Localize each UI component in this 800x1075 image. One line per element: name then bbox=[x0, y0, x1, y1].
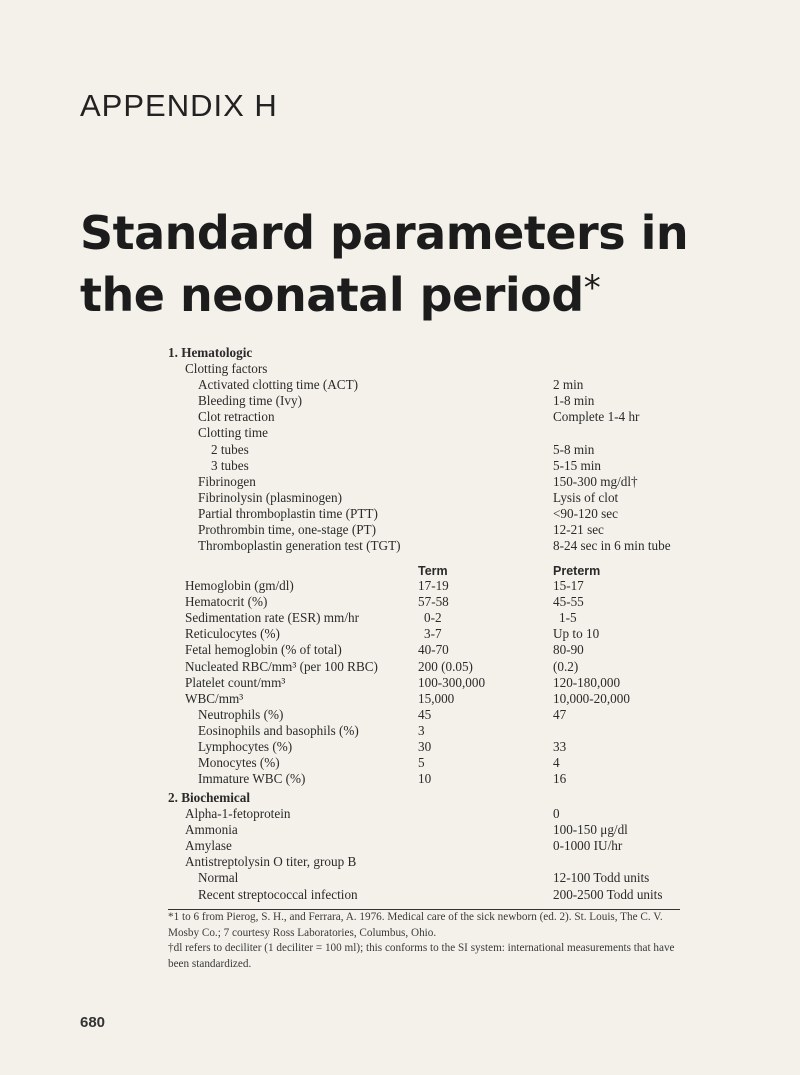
blood-row-label: WBC/mm³ bbox=[185, 690, 244, 706]
blood-row-label: Reticulocytes (%) bbox=[185, 626, 280, 642]
blood-row-preterm: 33 bbox=[553, 739, 567, 754]
title-text: Standard parameters in the neonatal period bbox=[80, 206, 689, 322]
clotting-value: <90-120 sec bbox=[553, 505, 618, 521]
blood-row-preterm: 4 bbox=[553, 755, 560, 771]
biochemical-value: 12-100 Todd units bbox=[553, 870, 650, 886]
blood-row-term: 0-2 bbox=[424, 610, 442, 626]
biochemical-label: Alpha-1-fetoprotein bbox=[185, 806, 291, 821]
blood-row-label: Eosinophils and basophils (%) bbox=[198, 722, 359, 738]
clotting-label: Clotting time bbox=[198, 425, 268, 441]
blood-row-term: 30 bbox=[418, 739, 432, 754]
section-heading-hematologic: 1. Hematologic bbox=[168, 345, 253, 360]
biochemical-label: Normal bbox=[198, 870, 239, 886]
blood-row-label: Sedimentation rate (ESR) mm/hr bbox=[185, 610, 359, 626]
section-heading-biochemical: 2. Biochemical bbox=[168, 790, 251, 805]
clotting-value: 150-300 mg/dl† bbox=[553, 473, 638, 489]
blood-row-term: 17-19 bbox=[418, 578, 449, 593]
page-number: 680 bbox=[80, 1014, 106, 1031]
blood-row-term: 200 (0.05) bbox=[418, 658, 473, 674]
clotting-label: Fibrinogen bbox=[198, 473, 256, 489]
clotting-label: Prothrombin time, one-stage (PT) bbox=[198, 522, 376, 537]
biochemical-label: Antistreptolysin O titer, group B bbox=[185, 854, 357, 870]
blood-row-term: 5 bbox=[418, 755, 425, 771]
blood-row-label: Nucleated RBC/mm³ (per 100 RBC) bbox=[185, 658, 378, 674]
clotting-value: 5-15 min bbox=[553, 457, 601, 473]
clotting-label: Thromboplastin generation test (TGT) bbox=[198, 538, 401, 554]
appendix-label: APPENDIX H bbox=[80, 88, 278, 123]
footnote-deciliter: †dl refers to deciliter (1 deciliter = 100 ml); this conforms to the SI system: international measurements that have been standardized. bbox=[168, 942, 675, 970]
footnote-sources: *1 to 6 from Pierog, S. H., and Ferrara, A. 1976. Medical care of the sick newborn (ed. 2). St. Louis, The C. V. Mosby Co.; 7 courtesy Ross Laboratories, Columbus, Ohio. bbox=[168, 911, 663, 939]
clotting-value: 1-8 min bbox=[553, 393, 595, 409]
blood-row-preterm: Up to 10 bbox=[553, 626, 600, 642]
biochemical-value: 100-150 μg/dl bbox=[553, 822, 628, 838]
clotting-label: Fibrinolysin (plasminogen) bbox=[198, 489, 342, 505]
biochemical-value: 0 bbox=[553, 806, 560, 821]
blood-row-term: 45 bbox=[418, 706, 432, 722]
blood-row-term: 3-7 bbox=[424, 626, 442, 642]
clotting-value: 2 min bbox=[553, 377, 584, 393]
blood-row-preterm: 1-5 bbox=[559, 610, 577, 626]
blood-row-preterm: 16 bbox=[553, 771, 567, 787]
biochemical-value: 200-2500 Todd units bbox=[553, 886, 663, 902]
blood-row-term: 3 bbox=[418, 722, 425, 738]
clotting-label: Clotting factors bbox=[185, 361, 268, 376]
blood-row-preterm: 47 bbox=[553, 706, 567, 722]
biochemical-label: Amylase bbox=[185, 838, 232, 854]
clotting-value: 12-21 sec bbox=[553, 522, 604, 537]
blood-row-term: 15,000 bbox=[418, 690, 455, 706]
title-footnote-marker: * bbox=[583, 268, 601, 308]
biochemical-value: 0-1000 IU/hr bbox=[553, 838, 623, 854]
blood-row-label: Monocytes (%) bbox=[198, 755, 280, 771]
blood-row-label: Hematocrit (%) bbox=[185, 594, 268, 610]
biochemical-label: Recent streptococcal infection bbox=[198, 886, 358, 902]
blood-row-term: 57-58 bbox=[418, 594, 449, 610]
clotting-label: Bleeding time (Ivy) bbox=[198, 393, 303, 409]
clotting-label: 3 tubes bbox=[211, 457, 249, 473]
clotting-label: Partial thromboplastin time (PTT) bbox=[198, 505, 378, 521]
blood-row-preterm: 10,000-20,000 bbox=[553, 690, 630, 706]
blood-row-term: 10 bbox=[418, 771, 432, 787]
blood-row-label: Platelet count/mm³ bbox=[185, 674, 286, 690]
blood-row-term: 100-300,000 bbox=[418, 674, 486, 690]
blood-row-preterm: 120-180,000 bbox=[553, 674, 621, 690]
column-header-term: Term bbox=[418, 564, 448, 578]
clotting-label: 2 tubes bbox=[211, 441, 249, 457]
blood-row-term: 40-70 bbox=[418, 642, 449, 658]
blood-row-label: Immature WBC (%) bbox=[198, 771, 306, 787]
biochemical-label: Ammonia bbox=[185, 822, 238, 838]
clotting-label: Activated clotting time (ACT) bbox=[198, 377, 359, 393]
column-header-preterm: Preterm bbox=[553, 564, 601, 578]
blood-row-label: Fetal hemoglobin (% of total) bbox=[185, 642, 342, 658]
clotting-value: 5-8 min bbox=[553, 441, 595, 457]
blood-row-preterm: 80-90 bbox=[553, 642, 584, 658]
blood-row-label: Neutrophils (%) bbox=[198, 706, 284, 722]
clotting-value: Complete 1-4 hr bbox=[553, 409, 640, 425]
blood-row-label: Hemoglobin (gm/dl) bbox=[185, 578, 294, 593]
clotting-value: 8-24 sec in 6 min tube bbox=[553, 538, 671, 554]
blood-row-preterm: (0.2) bbox=[553, 658, 579, 674]
blood-row-label: Lymphocytes (%) bbox=[198, 739, 293, 754]
blood-row-preterm: 15-17 bbox=[553, 578, 584, 593]
clotting-value: Lysis of clot bbox=[553, 489, 619, 505]
clotting-label: Clot retraction bbox=[198, 409, 275, 425]
blood-row-preterm: 45-55 bbox=[553, 594, 584, 610]
